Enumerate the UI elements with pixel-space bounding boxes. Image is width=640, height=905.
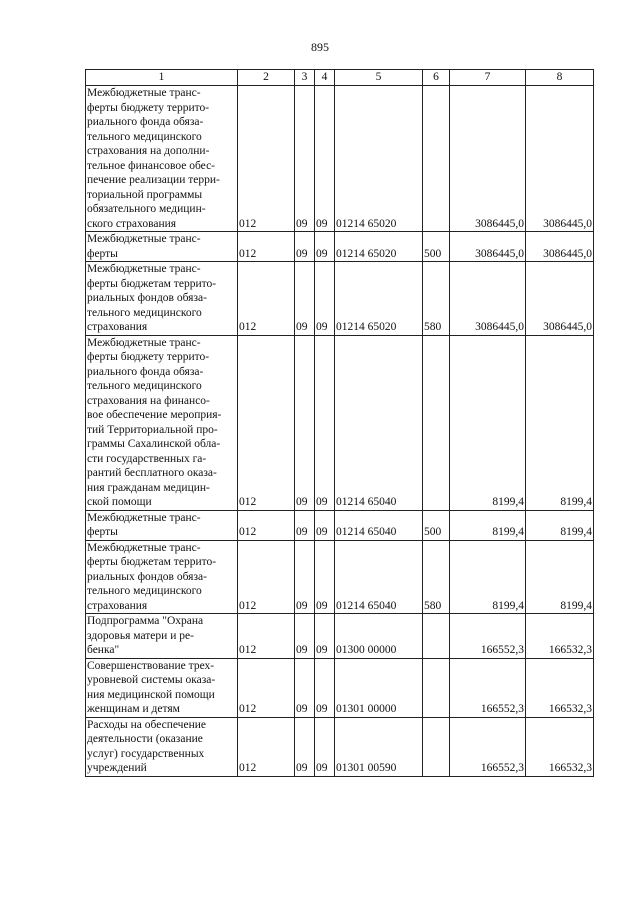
amount-cell: 8199,4 [450,335,526,510]
row-name-line: ферты бюджетам террито- [87,556,217,568]
code-cell: 09 [295,232,315,262]
code-cell: 09 [295,510,315,540]
col-header: 7 [450,70,526,86]
code-cell: 012 [238,262,295,336]
csr-cell: 01214 65040 [335,335,423,510]
table-row [86,86,594,232]
vr-cell [423,335,450,510]
code-cell: 012 [238,658,295,717]
row-name-line: Межбюджетные транс- [87,263,201,275]
row-name-line: ферты бюджетам террито- [87,277,217,290]
amount-cell: 3086445,0 [450,262,526,336]
vr-cell: 500 [423,510,450,540]
row-name-line: страхования на финансо- [87,394,210,407]
row-name-line: ториальной программы [87,188,203,201]
amount-cell: 166532,3 [526,658,594,717]
amount-cell: 3086445,0 [526,86,594,232]
row-name-line: женщинам и детям [87,703,180,715]
amount-cell: 166532,3 [526,717,594,776]
code-cell: 09 [315,335,335,510]
row-name-line: риального фонда обяза- [87,365,204,378]
vr-cell [423,614,450,659]
csr-cell: 01301 00590 [335,717,423,776]
page-number: 895 [311,40,329,54]
row-name-line: тий Территориальной про- [87,423,218,436]
code-cell: 09 [315,717,335,776]
row-name-line: Совершенствование трех- [87,659,215,672]
code-cell: 09 [295,658,315,717]
code-cell: 09 [315,540,335,614]
amount-cell: 166532,3 [526,614,594,659]
row-name-line: ферты бюджету террито- [87,101,210,114]
amount-cell: 8199,4 [526,335,594,510]
row-name-cell [86,658,238,717]
table-row [86,232,594,262]
code-cell: 09 [295,86,315,232]
row-name-line: ферты [87,526,118,538]
code-cell: 09 [315,510,335,540]
amount-cell: 3086445,0 [450,86,526,232]
row-name-line: тельного медицинского [87,306,202,319]
row-name-cell [86,510,238,540]
code-cell: 012 [238,232,295,262]
row-name-line: ского страхования [87,217,177,230]
code-cell: 09 [295,540,315,614]
amount-cell: 8199,4 [526,510,594,540]
table-row [86,262,594,336]
row-name-line: ния гражданам медицин- [87,481,210,494]
row-name-cell [86,232,238,262]
amount-cell: 3086445,0 [526,262,594,336]
vr-cell [423,86,450,232]
table-row [86,658,594,717]
row-name-line: рантий бесплатного оказа- [87,467,217,479]
row-name-line: граммы Сахалинской обла- [87,438,221,450]
row-name-line: Межбюджетные транс- [87,336,201,349]
code-cell: 012 [238,717,295,776]
table-row [86,335,594,510]
col-header: 8 [526,70,594,86]
row-name-line: Межбюджетные транс- [87,87,201,99]
vr-cell: 580 [423,540,450,614]
vr-cell: 580 [423,262,450,336]
row-name-line: страхования [87,599,148,612]
amount-cell: 8199,4 [526,540,594,614]
csr-cell: 01214 65040 [335,510,423,540]
row-name-line: ской помощи [87,496,152,508]
code-cell: 09 [315,262,335,336]
col-header: 1 [86,70,238,86]
row-name-line: страхования [87,321,148,333]
csr-cell: 01214 65040 [335,540,423,614]
row-name-line: Межбюджетные транс- [87,233,201,245]
code-cell: 09 [295,614,315,659]
code-cell: 012 [238,86,295,232]
row-name-cell [86,335,238,510]
row-name-line: ферты [87,247,118,260]
code-cell: 012 [238,614,295,659]
amount-cell: 3086445,0 [526,232,594,262]
row-name-cell [86,614,238,659]
code-cell: 09 [315,658,335,717]
amount-cell: 166552,3 [450,717,526,776]
amount-cell: 3086445,0 [450,232,526,262]
amount-cell: 166552,3 [450,614,526,659]
row-name-line: Расходы на обеспечение [87,718,206,731]
row-name-line: Подпрограмма "Охрана [87,615,204,627]
row-name-line: страхования на дополни- [87,145,210,157]
col-header: 6 [423,70,450,86]
vr-cell [423,717,450,776]
code-cell: 012 [238,540,295,614]
amount-cell: 8199,4 [450,540,526,614]
row-name-line: тельного медицинского [87,380,202,392]
csr-cell: 01214 65020 [335,86,423,232]
row-name-line: Межбюджетные транс- [87,541,201,554]
row-name-line: ферты бюджету террито- [87,351,210,363]
code-cell: 09 [315,232,335,262]
row-name-line: печение реализации терри- [87,174,220,186]
csr-cell: 01300 00000 [335,614,423,659]
table-row [86,614,594,659]
row-name-line: уровневой системы оказа- [87,674,216,686]
col-header: 2 [238,70,295,86]
code-cell: 09 [315,614,335,659]
row-name-line: учреждений [87,762,147,774]
col-header: 5 [335,70,423,86]
csr-cell: 01214 65020 [335,262,423,336]
table-row [86,717,594,776]
row-name-line: услуг) государственных [87,747,205,760]
code-cell: 012 [238,335,295,510]
csr-cell: 01214 65020 [335,232,423,262]
table-row [86,540,594,614]
row-name-cell [86,262,238,336]
row-name-line: деятельности (оказание [87,733,203,745]
row-name-cell [86,540,238,614]
row-name-cell [86,86,238,232]
header-row [86,70,594,86]
row-name-line: риальных фондов обяза- [87,292,207,304]
budget-table [85,69,594,777]
row-name-line: риального фонда обяза- [87,116,204,128]
table-row [86,510,594,540]
col-header: 4 [315,70,335,86]
row-name-line: Межбюджетные транс- [87,511,201,524]
vr-cell [423,658,450,717]
row-name-cell [86,717,238,776]
row-name-line: обязательного медицин- [87,203,206,215]
row-name-line: тельное финансовое обес- [87,159,216,172]
vr-cell: 500 [423,232,450,262]
code-cell: 012 [238,510,295,540]
row-name-line: риальных фондов обяза- [87,570,207,583]
col-header: 3 [295,70,315,86]
csr-cell: 01301 00000 [335,658,423,717]
amount-cell: 8199,4 [450,510,526,540]
row-name-line: вое обеспечение мероприя- [87,409,222,421]
code-cell: 09 [295,335,315,510]
row-name-line: тельного медицинского [87,585,202,597]
amount-cell: 166552,3 [450,658,526,717]
row-name-line: здоровья матери и ре- [87,629,194,642]
code-cell: 09 [295,262,315,336]
row-name-line: ния медицинской помощи [87,688,215,701]
code-cell: 09 [295,717,315,776]
row-name-line: бенка" [87,644,120,656]
row-name-line: тельного медицинского [87,130,202,143]
code-cell: 09 [315,86,335,232]
row-name-line: сти государственных га- [87,452,207,465]
